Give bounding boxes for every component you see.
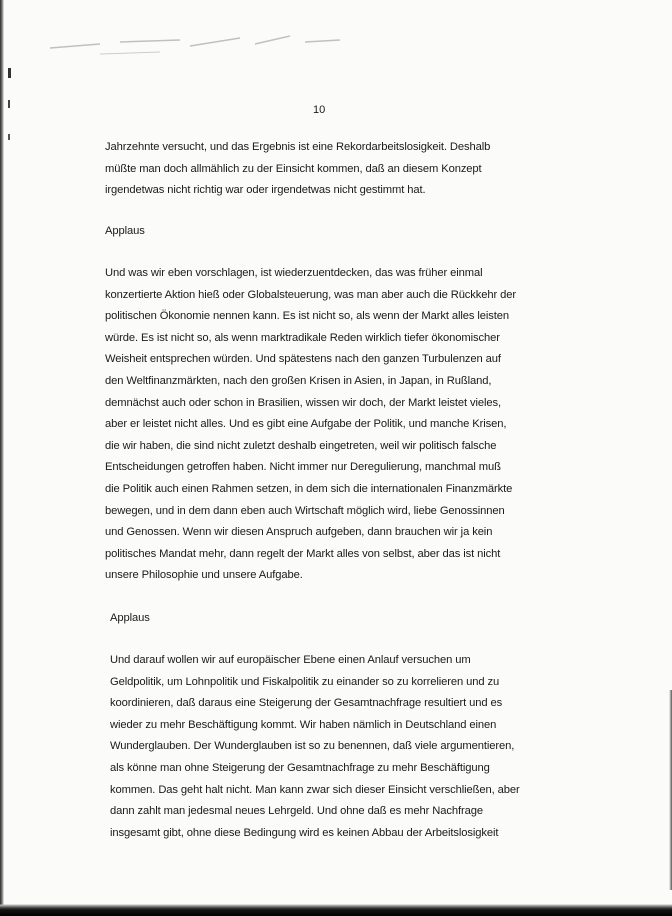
paragraph-2: [105, 263, 640, 587]
scan-edge-left: [0, 0, 4, 916]
text-line: Applaus: [105, 225, 145, 237]
text-line: Wunderglauben. Der Wunderglauben ist so zu benennen, daß viele argumentieren,: [110, 740, 515, 753]
text-line: Geldpolitik, um Lohnpolitik und Fiskalpolitik zu einander so zu korrelieren und zu: [110, 675, 500, 688]
text-line: Entscheidungen getroffen haben. Nicht immer nur Deregulierung, manchmal muß: [105, 461, 501, 474]
text-line: und Genossen. Wenn wir diesen Anspruch aufgeben, dann brauchen wir ja kein: [105, 526, 493, 539]
bleed-through-smudge: [40, 30, 370, 56]
text-line: dann zahlt man jedesmal neues Lehrgeld. Und ohne daß es mehr Nachfrage: [110, 805, 483, 818]
paragraph-1: [105, 137, 640, 202]
scan-mark: [8, 134, 10, 140]
text-line: kommen. Das geht halt nicht. Man kann zwar sich dieser Einsicht verschließen, aber: [110, 783, 520, 796]
paragraph-3: [110, 650, 645, 844]
text-line: demnächst auch oder schon in Brasilien, wissen wir doch, der Markt leistet vieles,: [105, 396, 501, 409]
text-line: die Politik auch einen Rahmen setzen, in dem sich die internationalen Finanzmärkte: [105, 482, 513, 495]
text-line: Weisheit entsprechen würden. Und spätestens nach den ganzen Turbulenzen auf: [105, 353, 501, 366]
page-number: 10: [313, 104, 326, 116]
text-line: insgesamt gibt, ohne diese Bedingung wird es keinen Abbau der Arbeitslosigkeit: [110, 826, 499, 839]
text-line: konzertierte Aktion hieß oder Globalsteuerung, was man aber auch die Rückkehr der: [105, 288, 517, 301]
text-line: aber er leistet nicht alles. Und es gibt eine Aufgabe der Politik, und manche Krisen,: [105, 418, 507, 431]
text-line: Applaus: [110, 612, 150, 624]
text-line: würde. Es ist nicht so, als wenn marktradikale Reden wirklich tiefer ökonomischer: [105, 331, 500, 344]
text-line: wieder zu mehr Beschäftigung kommt. Wir haben nämlich in Deutschland einen: [110, 718, 497, 731]
text-line: bewegen, und in dem dann eben auch Wirtschaft möglich wird, liebe Genossinnen: [105, 504, 505, 517]
scan-mark: [8, 100, 10, 108]
text-line: Jahrzehnte versucht, und das Ergebnis ist eine Rekordarbeitslosigkeit. Deshalb: [105, 141, 491, 153]
text-line: unsere Philosophie und unsere Aufgabe.: [105, 569, 303, 582]
text-line: politischen Ökonomie nennen kann. Es ist nicht so, als wenn der Markt alles leisten: [105, 310, 509, 323]
scan-edge-bottom: [0, 904, 672, 916]
text-line: müßte man doch allmählich zu der Einsicht kommen, daß an diesem Konzept: [105, 162, 482, 175]
text-line: den Weltfinanzmärkten, nach den großen Krisen in Asien, in Japan, in Rußland,: [105, 374, 492, 387]
text-line: politisches Mandat mehr, dann regelt der Markt alles von selbst, aber das ist nicht: [105, 547, 501, 560]
text-line: als könne man ohne Steigerung der Gesamtnachfrage zu mehr Beschäftigung: [110, 761, 490, 774]
scan-mark: [8, 68, 11, 78]
applause-note: [110, 608, 645, 630]
text-line: Und was wir eben vorschlagen, ist wiederzuentdecken, das was früher einmal: [105, 267, 483, 279]
text-line: Und darauf wollen wir auf europäischer Ebene einen Anlauf versuchen um: [110, 654, 471, 666]
text-line: koordinieren, daß daraus eine Steigerung der Gesamtnachfrage resultiert und es: [110, 697, 503, 710]
applause-note: [105, 221, 640, 243]
text-line: irgendetwas nicht richtig war oder irgendetwas nicht gestimmt hat.: [105, 184, 426, 197]
text-line: die wir haben, die sind nicht zuletzt deshalb eingetreten, weil wir politisch falsche: [105, 439, 497, 452]
